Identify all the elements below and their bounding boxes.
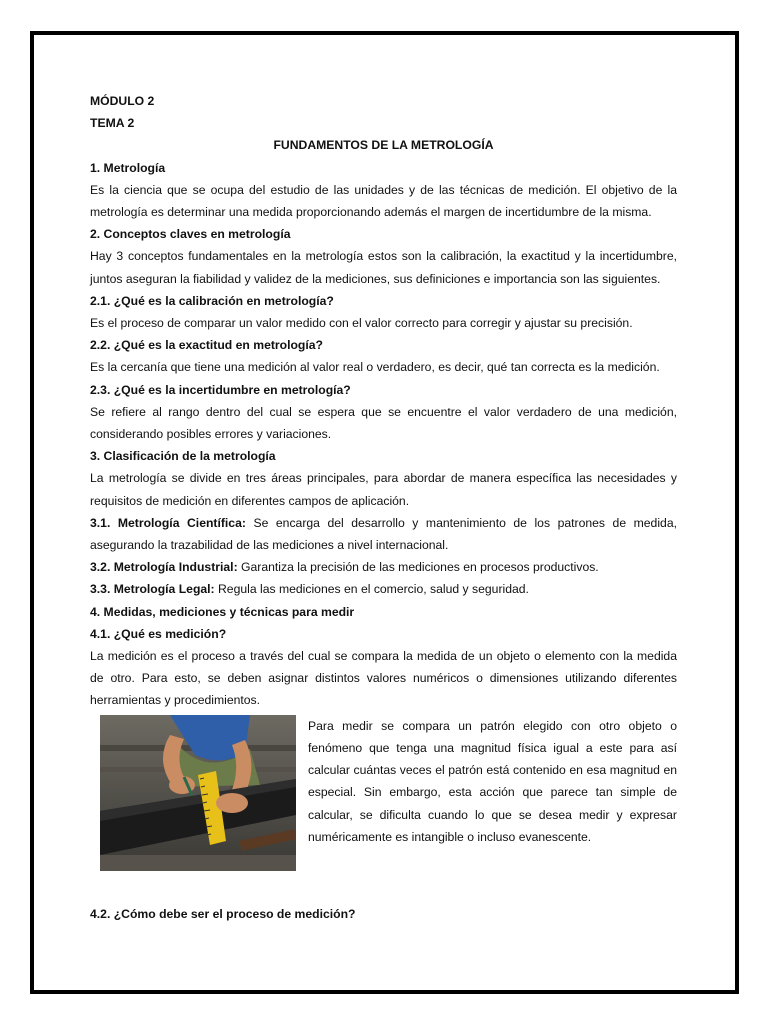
definition-text: Regula las mediciones en el comercio, salud y seguridad. [214, 582, 529, 597]
paragraph: Es la ciencia que se ocupa del estudio de las unidades y de las técnicas de medición. El objetivo de la metrología es determinar una medida proporcionando además el margen de incertidumbre de la misma. [90, 182, 677, 220]
definition-paragraph [90, 512, 677, 556]
section-heading: 2. Conceptos claves en metrología [90, 227, 291, 242]
topic-label: TEMA 2 [90, 116, 135, 131]
subsection-heading: 4.2. ¿Cómo debe ser el proceso de medición? [90, 906, 356, 921]
definition-paragraph [90, 556, 677, 578]
definition-paragraph [90, 578, 677, 600]
subsection-heading: 2.1. ¿Qué es la calibración en metrología? [90, 293, 334, 308]
paragraph: Hay 3 conceptos fundamentales en la metrología estos son la calibración, la exactitud y la incertidumbre, juntos aseguran la fiabilidad y validez de la mediciones, sus definiciones e importancia son las siguientes. [90, 249, 677, 286]
subsection-heading: 2.2. ¿Qué es la exactitud en metrología? [90, 338, 323, 353]
paragraph: Para medir se compara un patrón elegido con otro objeto o fenómeno que tenga una magnitud física igual a este para así calcular cuántas veces el patrón está contenido en esa magnitud en especial. Sin embargo, esta acción que parece tan simple de calcular, se dificulta cuando lo que se desea medir y expresar numéricamente es intangible o incluso evanescente. [308, 718, 677, 844]
paragraph: Es la cercanía que tiene una medición al valor real o verdadero, es decir, qué tan correcta es la medición. [90, 360, 660, 375]
section-heading: 4. Medidas, mediciones y técnicas para medir [90, 604, 355, 619]
paragraph: La medición es el proceso a través del cual se compara la medida de un objeto o elemento con la medida de otro. Para esto, se deben asignar distintos valores numéricos o dimensiones utilizando diferentes herramientas y procedimientos. [90, 649, 677, 708]
paragraph: Es el proceso de comparar un valor medido con el valor correcto para corregir y ajustar su precisión. [90, 316, 633, 331]
subsection-heading: 4.1. ¿Qué es medición? [90, 626, 227, 641]
definition-term: 3.1. Metrología Científica: [90, 515, 246, 530]
paragraph: La metrología se divide en tres áreas principales, para abordar de manera específica las necesidades y requisitos de medición en diferentes campos de aplicación. [90, 471, 677, 508]
paragraph: Se refiere al rango dentro del cual se espera que se encuentre el valor verdadero de una medición, considerando posibles errores y variaciones. [90, 404, 677, 442]
section-heading: 1. Metrología [90, 160, 166, 175]
image-with-text [90, 715, 677, 875]
definition-term: 3.3. Metrología Legal: [90, 582, 215, 597]
definition-term: 3.2. Metrología Industrial: [90, 560, 238, 575]
module-label: MÓDULO 2 [90, 94, 155, 108]
subsection-heading: 2.3. ¿Qué es la incertidumbre en metrología? [90, 382, 351, 397]
page-title: FUNDAMENTOS DE LA METROLOGÍA [273, 138, 494, 153]
definition-text: Se encarga del desarrollo y mantenimiento de los patrones de medida, asegurando la trazabilidad de las mediciones a nivel internacional. [90, 515, 677, 553]
section-heading: 3. Clasificación de la metrología [90, 449, 276, 464]
document-body [90, 90, 677, 925]
definition-text: Garantiza la precisión de las mediciones en procesos productivos. [237, 560, 599, 575]
spacer [90, 875, 677, 903]
measurement-photo [100, 715, 296, 871]
